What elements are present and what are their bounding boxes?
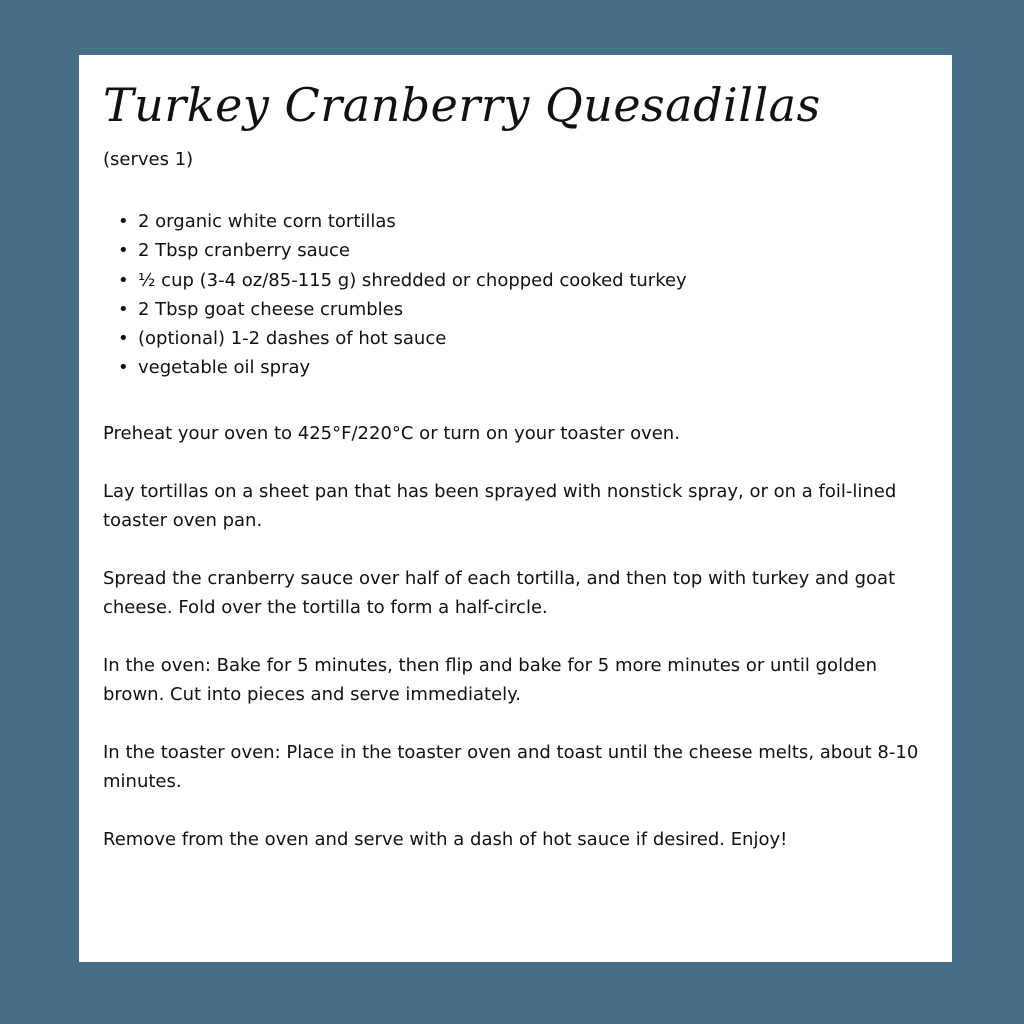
bullet-icon: • [118, 298, 129, 320]
recipe-title: Turkey Cranberry Quesadillas [103, 78, 821, 132]
instruction-step: In the toaster oven: Place in the toaster oven and toast until the cheese melts, about 8-10 minutes. [103, 741, 919, 792]
ingredient-item [118, 207, 928, 236]
ingredient-text: 2 organic white corn tortillas [138, 211, 396, 232]
ingredient-list [103, 207, 928, 383]
bullet-icon: • [118, 211, 129, 232]
instruction-step: In the oven: Bake for 5 minutes, then flip and bake for 5 more minutes or until golden brown. Cut into pieces and serve immediately. [103, 654, 877, 705]
ingredient-item [118, 236, 928, 265]
bullet-icon: • [118, 240, 129, 262]
ingredient-item [118, 266, 928, 295]
bullet-icon: • [118, 357, 129, 379]
instruction-step: Preheat your oven to 425°F/220°C or turn on your toaster oven. [103, 422, 680, 444]
ingredient-item [118, 324, 928, 353]
instruction-step: Lay tortillas on a sheet pan that has been sprayed with nonstick spray, or on a foil-lined toaster oven pan. [103, 480, 897, 531]
instruction-step: Spread the cranberry sauce over half of each tortilla, and then top with turkey and goat cheese. Fold over the tortilla to form a half-circle. [103, 567, 896, 618]
bullet-icon: • [118, 328, 129, 350]
recipe-card [79, 55, 952, 962]
ingredient-text: 2 Tbsp goat cheese crumbles [138, 298, 404, 320]
bullet-icon: • [118, 269, 129, 291]
ingredient-text: 2 Tbsp cranberry sauce [138, 240, 351, 262]
ingredient-text: (optional) 1-2 dashes of hot sauce [138, 328, 447, 350]
ingredient-text: vegetable oil spray [138, 357, 311, 379]
ingredient-text: ½ cup (3-4 oz/85-115 g) shredded or chopped cooked turkey [138, 269, 687, 291]
instruction-step: Remove from the oven and serve with a dash of hot sauce if desired. Enjoy! [103, 828, 788, 850]
serving-size: (serves 1) [103, 149, 194, 170]
ingredient-item [118, 353, 928, 382]
ingredient-item [118, 295, 928, 324]
